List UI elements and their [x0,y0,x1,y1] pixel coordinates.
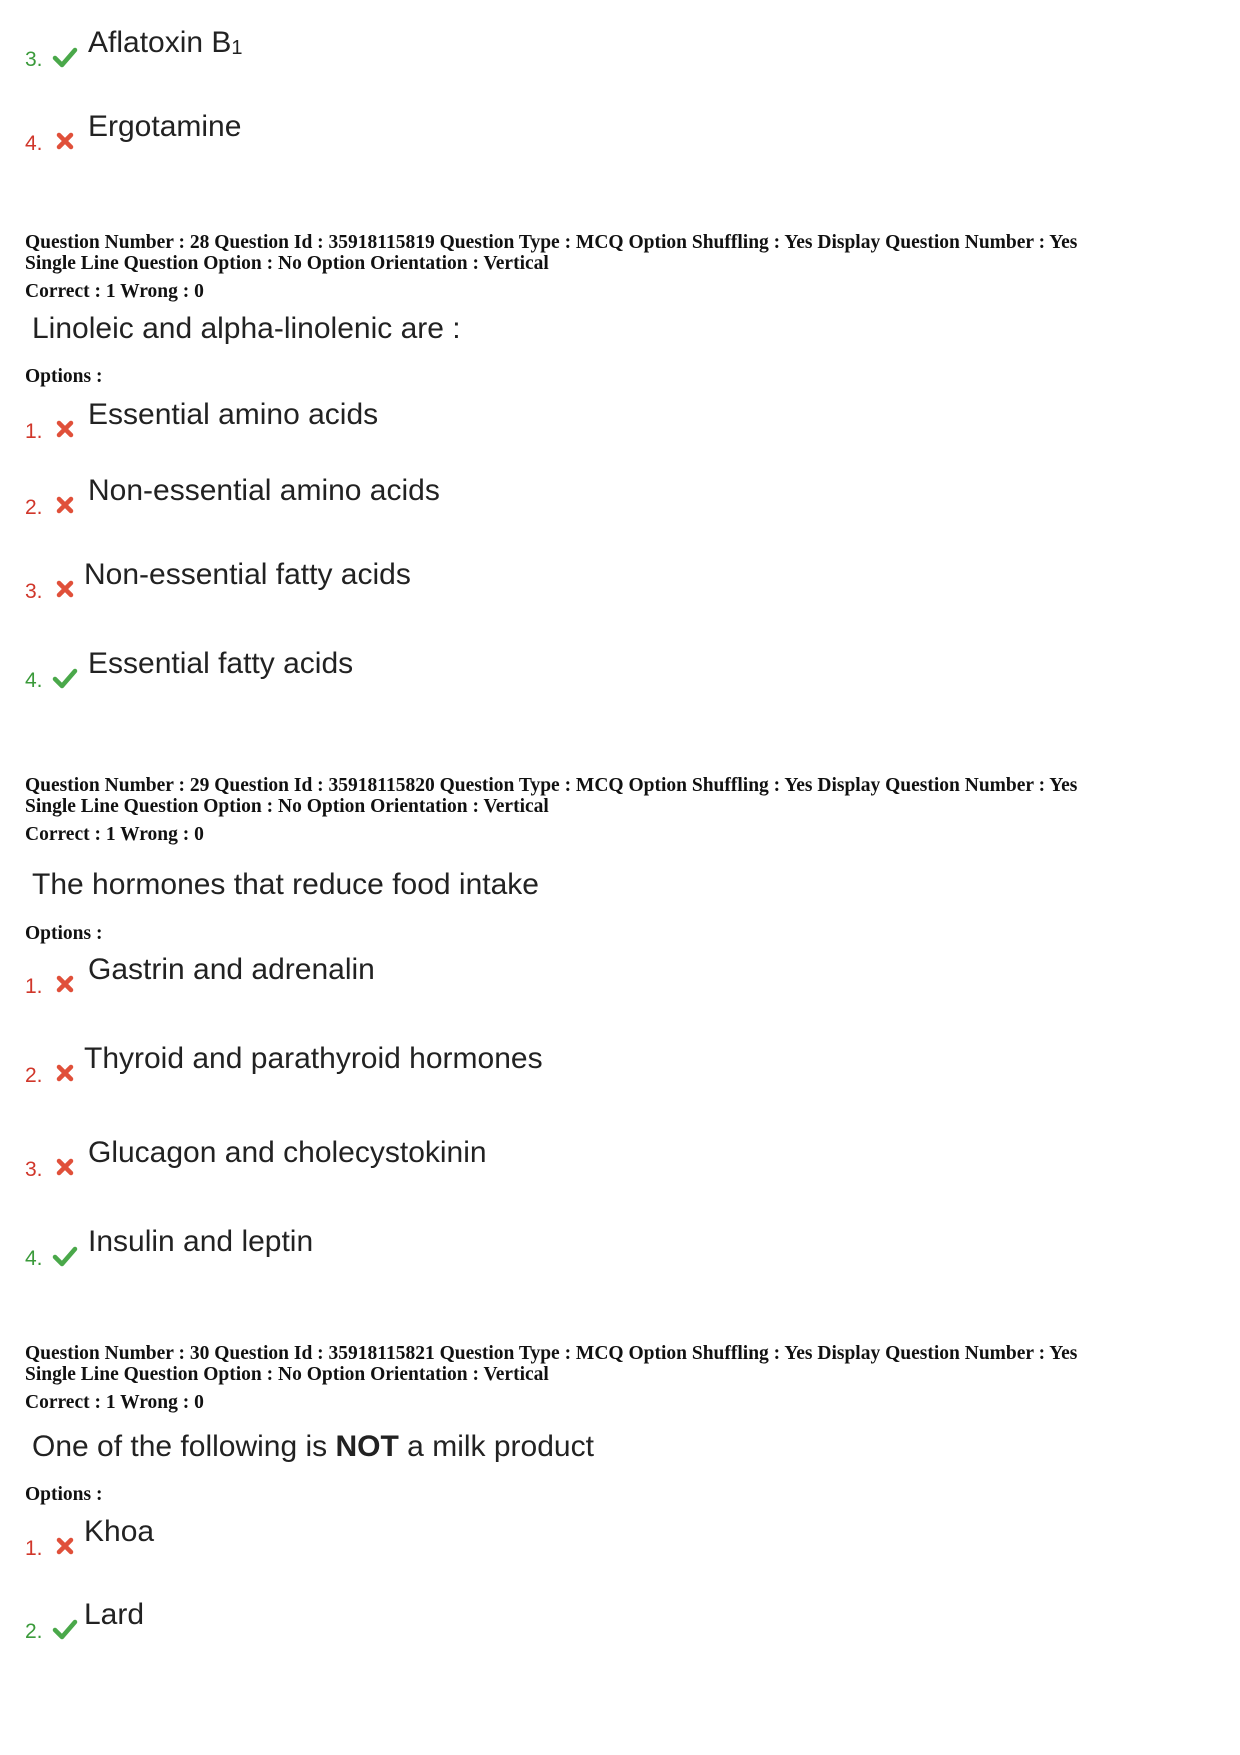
option-number: 3. [25,1158,43,1181]
option-row [0,398,900,448]
option-text: Lard [84,1598,145,1631]
option-number: 2. [25,496,43,519]
options-label: Options : [25,366,103,387]
cross-icon [52,1533,78,1559]
question-text: The hormones that reduce food intake [32,868,539,901]
question-meta: Single Line Question Option : No Option Orientation : Vertical [25,796,549,817]
option-row [0,1598,900,1648]
option-row [0,26,900,76]
option-number: 4. [25,669,43,692]
question-marks: Correct : 1 Wrong : 0 [25,1392,204,1413]
cross-icon [52,1154,78,1180]
option-number: 4. [25,132,43,155]
question-meta: Question Number : 30 Question Id : 35918115821 Question Type : MCQ Option Shuffling : Yes Display Question Number : Yes [25,1343,1078,1364]
option-text: Thyroid and parathyroid hormones [84,1042,543,1075]
option-text: Gastrin and adrenalin [88,953,375,986]
cross-icon [52,971,78,997]
option-number: 2. [25,1064,43,1087]
option-row [0,953,900,1003]
option-row [0,1136,900,1186]
option-row [0,1042,900,1092]
option-text: Non-essential fatty acids [84,558,411,591]
option-number: 3. [25,48,43,71]
option-text: Non-essential amino acids [88,474,440,507]
cross-icon [52,576,78,602]
option-row [0,1225,900,1275]
question-meta: Question Number : 29 Question Id : 35918115820 Question Type : MCQ Option Shuffling : Yes Display Question Number : Yes [25,775,1078,796]
option-text: Aflatoxin $B_1$ [88,26,243,59]
option-text: Ergotamine [88,110,242,143]
question-marks: Correct : 1 Wrong : 0 [25,281,204,302]
cross-icon [52,1060,78,1086]
option-row [0,1515,900,1565]
option-number: 4. [25,1247,43,1270]
question-text: One of the following is NOT a milk product [32,1430,594,1463]
options-label: Options : [25,923,103,944]
option-text: Essential fatty acids [88,647,354,680]
options-label: Options : [25,1484,103,1505]
check-icon [52,1243,78,1269]
question-marks: Correct : 1 Wrong : 0 [25,824,204,845]
check-icon [52,1616,78,1642]
option-text: Glucagon and cholecystokinin [88,1136,487,1169]
option-number: 2. [25,1620,43,1643]
option-row [0,110,900,160]
option-text: Essential amino acids [88,398,379,431]
option-number: 1. [25,1537,43,1560]
option-number: 1. [25,975,43,998]
question-meta: Single Line Question Option : No Option Orientation : Vertical [25,1364,549,1385]
option-text: Khoa [84,1515,155,1548]
option-number: 3. [25,580,43,603]
option-number: 1. [25,420,43,443]
question-text: Linoleic and alpha-linolenic are : [32,312,461,345]
check-icon [52,665,78,691]
option-row [0,558,900,608]
question-meta: Question Number : 28 Question Id : 35918115819 Question Type : MCQ Option Shuffling : Yes Display Question Number : Yes [25,232,1078,253]
option-text: Insulin and leptin [88,1225,314,1258]
option-row [0,474,900,524]
cross-icon [52,128,78,154]
cross-icon [52,416,78,442]
option-row [0,647,900,697]
cross-icon [52,492,78,518]
check-icon [52,44,78,70]
question-meta: Single Line Question Option : No Option Orientation : Vertical [25,253,549,274]
